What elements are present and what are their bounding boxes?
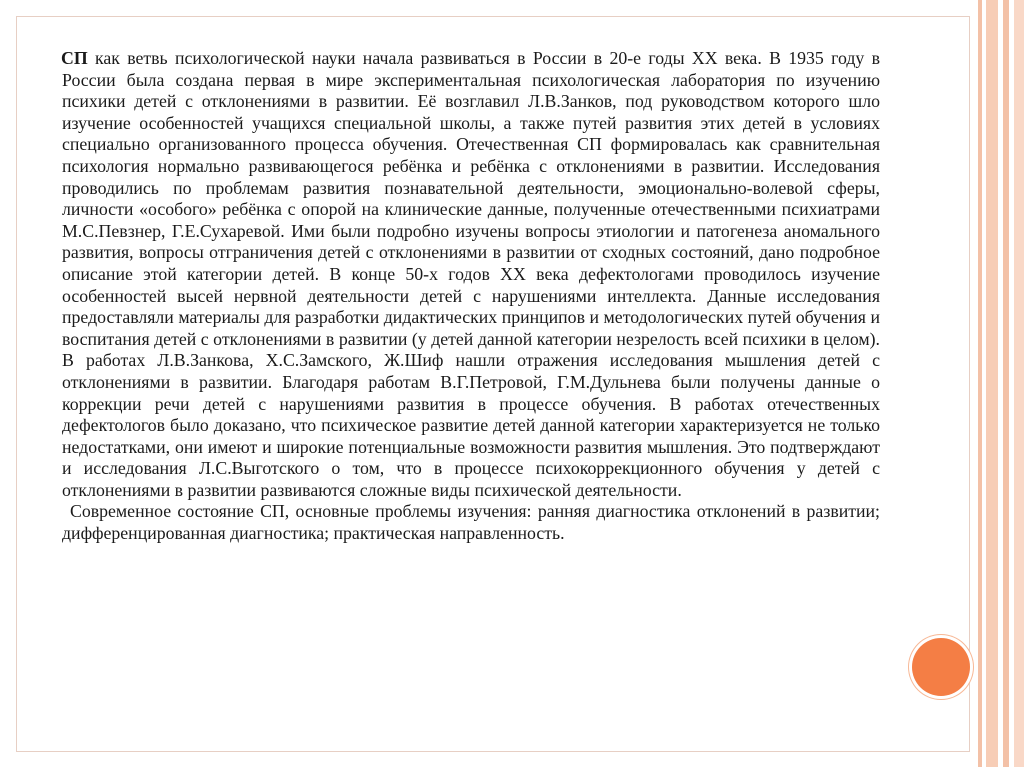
- decorative-stripe: [1014, 0, 1024, 767]
- decorative-stripe: [986, 0, 998, 767]
- paragraph-main-text: как ветвь психологической науки начала развиваться в России в 20-е годы XX века. В 1935 году в России была создана первая в мире экспериментальная психологическая лаборатория по изучению психики детей с отклонениями в развитии. Её возглавил Л.В.Занков, под руководством которого шло изучение особенностей учащихся специальной школы, а также путей развития этих детей в условиях специально организованного процесса обучения. Отечественная СП формировалась как сравнительная психология нормально развивающегося ребёнка и ребёнка с отклонениями в развитии. Исследования проводились по проблемам развития познавательной деятельности, эмоционально-волевой сферы, личности «особого» ребёнка с опорой на клинические данные, полученные отечественными психиатрами М.С.Певзнер, Г.Е.Сухаревой. Ими были подробно изучены вопросы этиологии и патогенеза аномального развития, вопросы отграничения детей с отклонениями в развитии от сходных состояний, дано подробное описание этой категории детей. В конце 50-х годов XX века дефектологами проводилось изучение особенностей высей нервной деятельности детей с нарушениями интеллекта. Данные исследования предоставляли материалы для разработки дидактических принципов и методологических путей обучения и воспитания детей с отклонениями в развитии (у детей данной категории незрелость всей психики в целом). В работах Л.В.Занкова, Х.С.Замского, Ж.Шиф нашли отражения исследования мышления детей с отклонениями в развитии. Благодаря работам В.Г.Петровой, Г.М.Дульнева были получены данные о коррекции речи детей с нарушениями развития в процессе обучения. В работах отечественных дефектологов было доказано, что психическое развитие детей данной категории характеризуется не только недостатками, они имеют и широкие потенциальные возможности развития мышления. Это подтверждают и исследования Л.С.Выготского о том, что в процессе психокоррекционного обучения у детей с отклонениями в развитии развиваются сложные виды психической деятельности.: [62, 48, 880, 500]
- paragraph-conclusion: Современное состояние СП, основные проблемы изучения: ранняя диагностика отклонений в развитии; дифференцированная диагностика; практическая направленность.: [62, 501, 880, 544]
- decorative-circle: [912, 638, 970, 696]
- paragraph-lead: СП: [61, 48, 88, 68]
- decorative-stripe: [978, 0, 982, 767]
- decorative-stripe: [1003, 0, 1009, 767]
- paragraph-main: [62, 48, 880, 501]
- slide-content: [62, 48, 880, 545]
